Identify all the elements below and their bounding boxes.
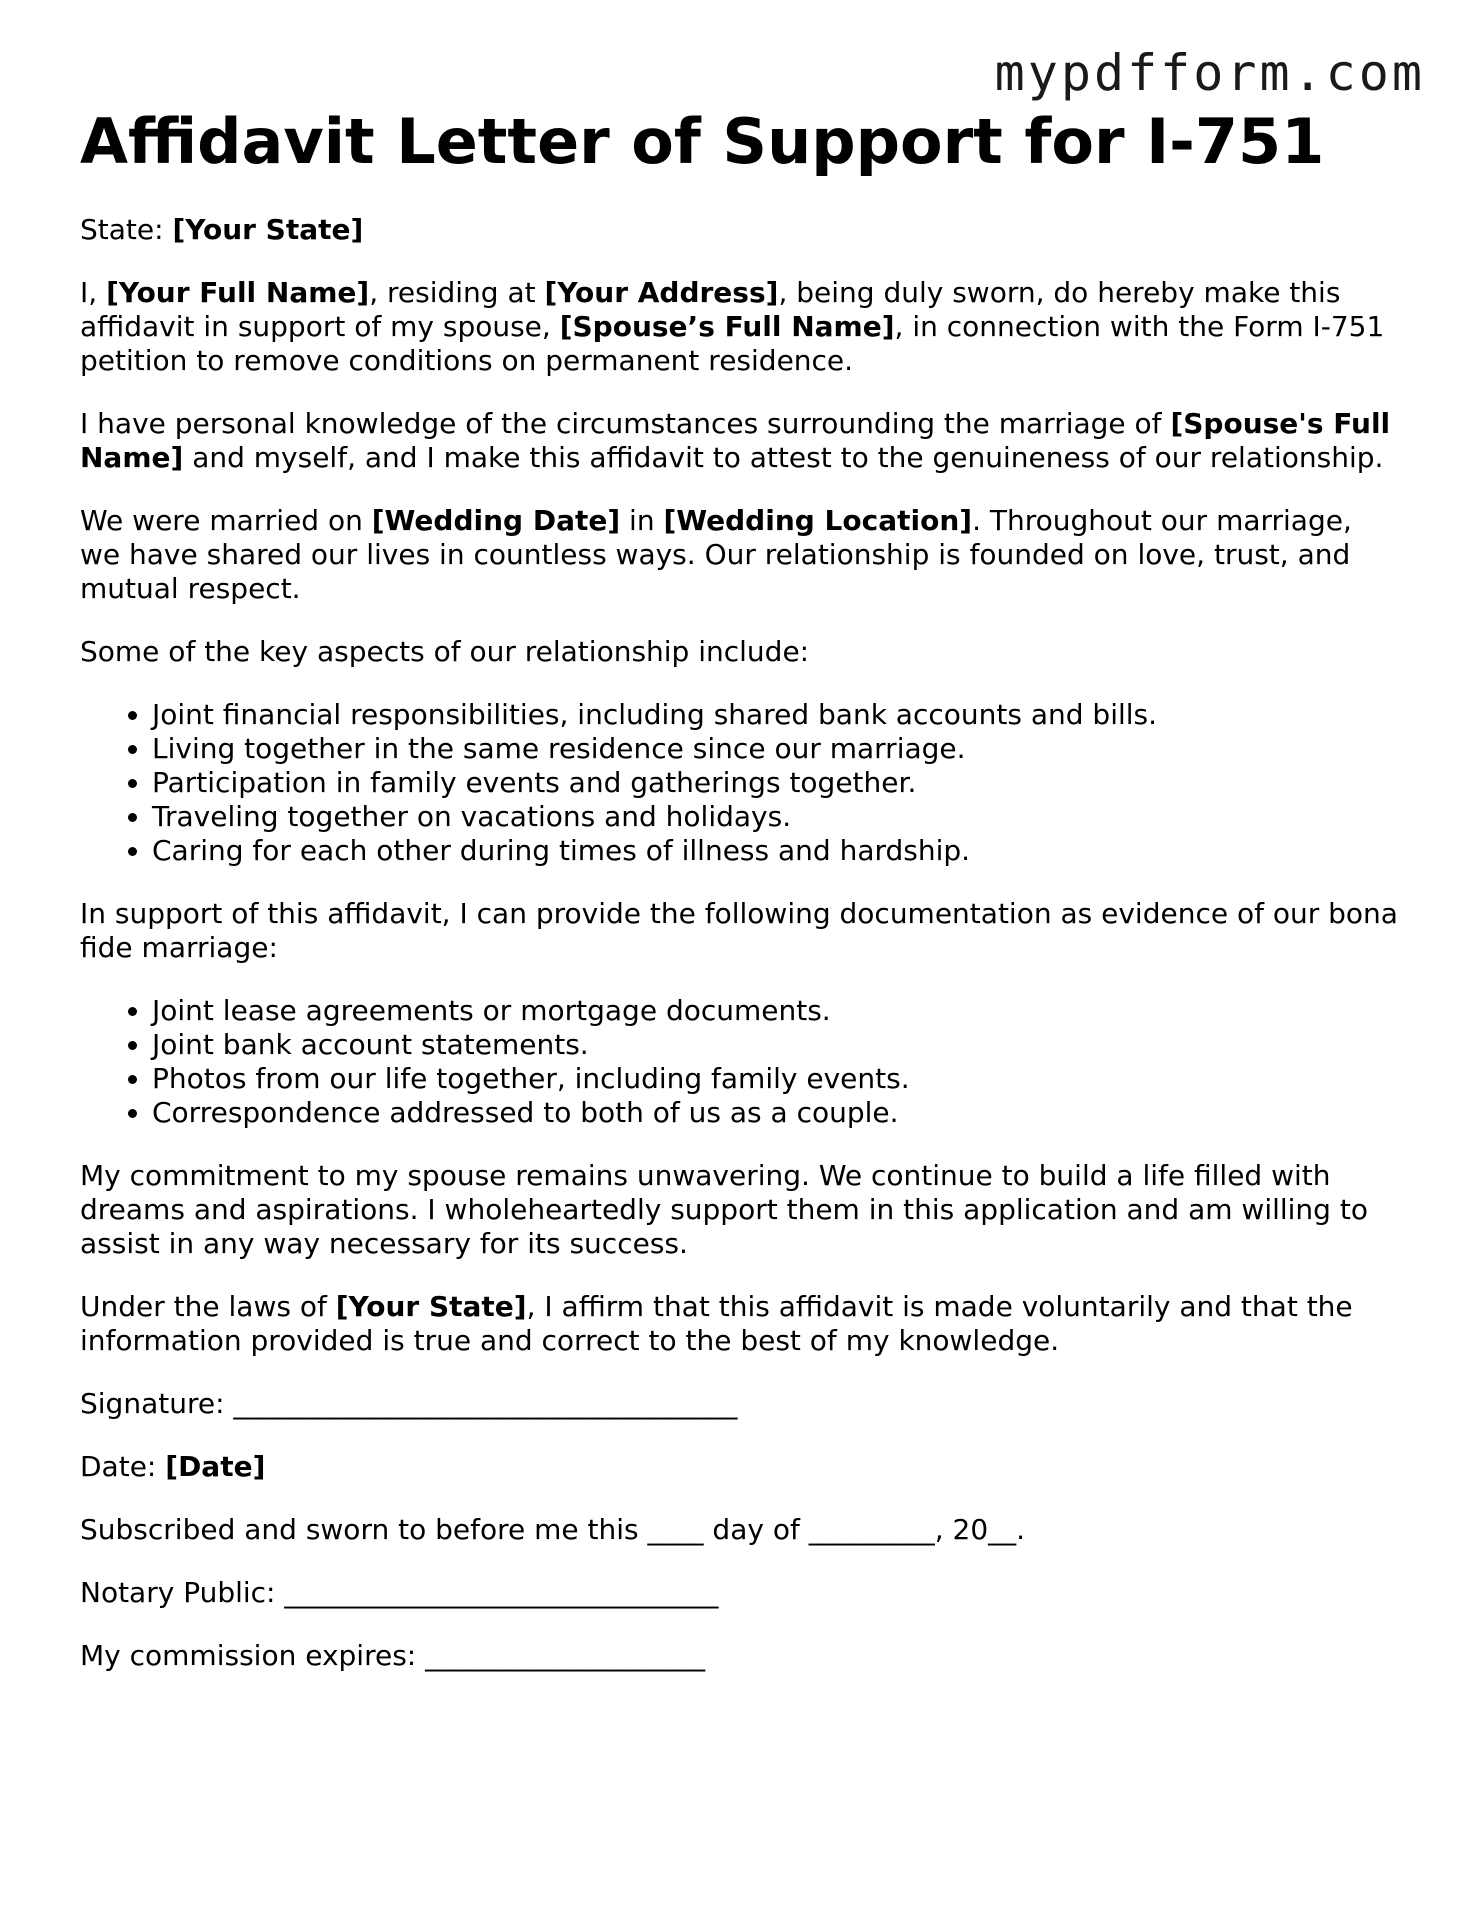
state-label: State: xyxy=(80,213,173,247)
aspects-intro: Some of the key aspects of our relationship include: xyxy=(80,635,810,669)
signature-line: Signature: ____________________________________ xyxy=(80,1387,738,1421)
address-placeholder: [Your Address] xyxy=(544,276,779,310)
list-item: • Photos from our life together, including family events. xyxy=(152,1062,1400,1096)
aspects-list xyxy=(80,698,1400,868)
text-segment: in xyxy=(620,504,664,538)
text-segment: , in connection with the Form I-751 petition to remove conditions on permanent residence. xyxy=(80,310,1385,378)
full-name-placeholder: [Your Full Name] xyxy=(106,276,370,310)
state-line xyxy=(80,213,1400,247)
intro-paragraph xyxy=(80,276,1400,378)
spouse-name-placeholder: [Spouse's Full Name] xyxy=(80,407,1391,475)
text-segment: , being duly sworn, do hereby make this affidavit in support of my spouse, xyxy=(80,276,1341,344)
laws-paragraph xyxy=(80,1290,1400,1358)
notary-line: Notary Public: _______________________________ xyxy=(80,1576,719,1610)
text-segment: , I affirm that this affidavit is made voluntarily and that the information provided is true and correct to the best of my knowledge. xyxy=(80,1290,1353,1358)
wedding-date-placeholder: [Wedding Date] xyxy=(371,504,621,538)
evidence-intro: In support of this affidavit, I can provide the following documentation as evidence of our bona fide marriage: xyxy=(80,897,1398,965)
watermark-text: mypdfform.com xyxy=(994,44,1425,102)
list-item: • Joint financial responsibilities, including shared bank accounts and bills. xyxy=(152,698,1400,732)
list-item: • Joint bank account statements. xyxy=(152,1028,1400,1062)
text-segment: We were married on xyxy=(80,504,372,538)
list-item: • Participation in family events and gatherings together. xyxy=(152,766,1400,800)
commission-line: My commission expires: ____________________ xyxy=(80,1639,706,1673)
state-value: [Your State] xyxy=(172,213,364,247)
sworn-line: Subscribed and sworn to before me this ____ day of _________, 20__. xyxy=(80,1513,1026,1547)
spouse-name-placeholder: [Spouse’s Full Name] xyxy=(559,310,895,344)
list-item: • Joint lease agreements or mortgage documents. xyxy=(152,994,1400,1028)
text-segment: and myself, and I make this affidavit to attest to the genuineness of our relationship. xyxy=(183,441,1384,475)
state-placeholder: [Your State] xyxy=(335,1290,527,1324)
list-item: • Living together in the same residence since our marriage. xyxy=(152,732,1400,766)
date-line xyxy=(80,1450,1400,1484)
text-segment: , residing at xyxy=(369,276,545,310)
date-placeholder: [Date] xyxy=(165,1450,266,1484)
text-segment: . Throughout our marriage, we have shared our lives in countless ways. Our relationship is founded on love, trust, and mutual respect. xyxy=(80,504,1352,606)
marriage-paragraph xyxy=(80,504,1400,606)
evidence-list xyxy=(80,994,1400,1130)
list-item: • Traveling together on vacations and holidays. xyxy=(152,800,1400,834)
text-segment: I, xyxy=(80,276,107,310)
list-item: • Caring for each other during times of illness and hardship. xyxy=(152,834,1400,868)
date-label: Date: xyxy=(80,1450,166,1484)
document-title: Affidavit Letter of Support for I-751 xyxy=(80,105,1325,178)
commitment-paragraph: My commitment to my spouse remains unwavering. We continue to build a life filled with dreams and aspirations. I wholeheartedly support them in this application and am willing to assist in any way necessary for its success. xyxy=(80,1159,1368,1261)
list-item: • Correspondence addressed to both of us as a couple. xyxy=(152,1096,1400,1130)
text-segment: Under the laws of xyxy=(80,1290,336,1324)
document-page xyxy=(80,106,1400,1702)
wedding-location-placeholder: [Wedding Location] xyxy=(663,504,973,538)
text-segment: I have personal knowledge of the circumstances surrounding the marriage of xyxy=(80,407,1171,441)
knowledge-paragraph xyxy=(80,407,1400,475)
